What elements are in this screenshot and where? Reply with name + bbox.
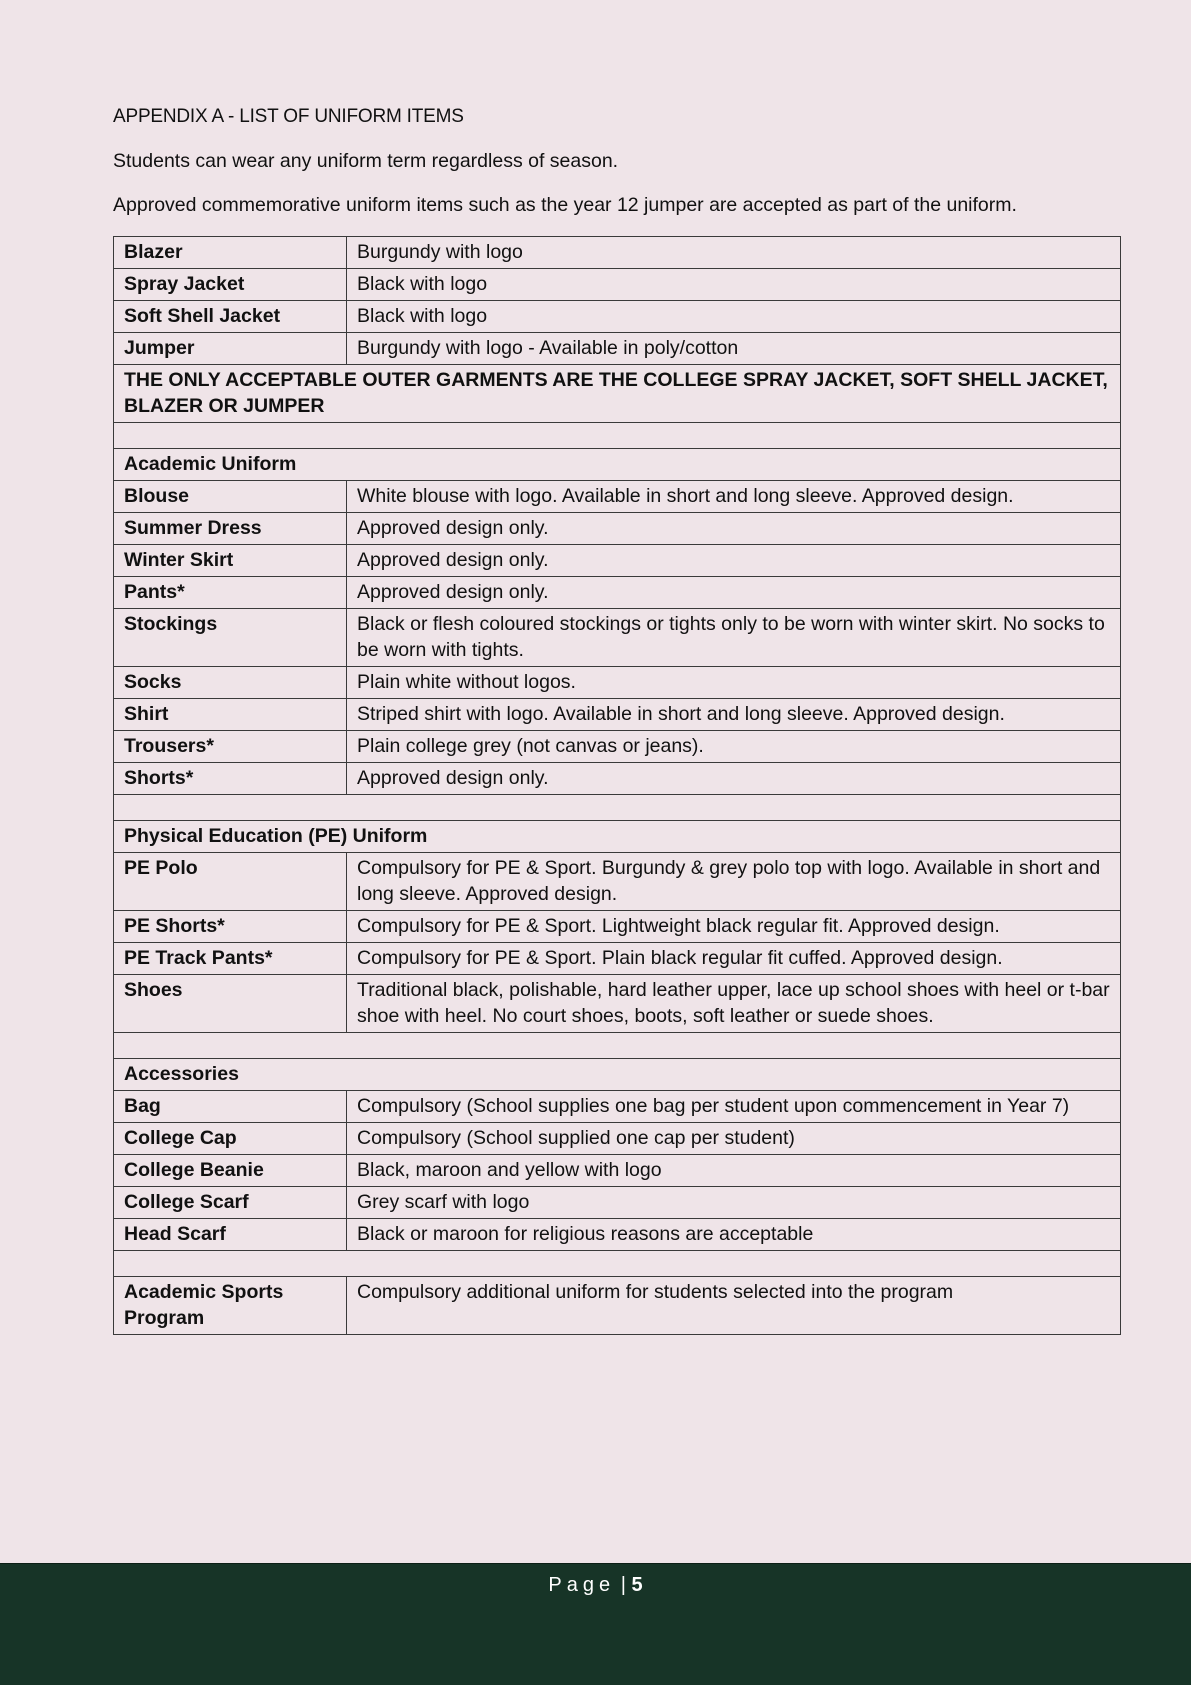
table-row: [114, 365, 1121, 423]
page-title: APPENDIX A - LIST OF UNIFORM ITEMS: [113, 106, 464, 127]
item-description: Grey scarf with logo: [347, 1187, 1121, 1219]
table-row: [114, 853, 1121, 911]
table-row: [114, 333, 1121, 365]
item-name: Jumper: [114, 333, 347, 365]
table-row: [114, 609, 1121, 667]
table-row: [114, 513, 1121, 545]
table-row: [114, 1219, 1121, 1251]
commemorative-paragraph: Approved commemorative uniform items such as the year 12 jumper are accepted as part of the uniform.: [113, 194, 1017, 216]
section-header-row: [114, 1059, 1121, 1091]
outer-garments-notice: THE ONLY ACCEPTABLE OUTER GARMENTS ARE THE COLLEGE SPRAY JACKET, SOFT SHELL JACKET, BLAZER OR JUMPER: [114, 365, 1121, 423]
item-description: Black with logo: [347, 301, 1121, 333]
spacer-cell: [114, 423, 1121, 449]
item-name: Shorts*: [114, 763, 347, 795]
item-name: Soft Shell Jacket: [114, 301, 347, 333]
item-description: Traditional black, polishable, hard leather upper, lace up school shoes with heel or t-bar shoe with heel. No court shoes, boots, soft leather or suede shoes.: [347, 975, 1121, 1033]
table-row: [114, 301, 1121, 333]
item-name: Shoes: [114, 975, 347, 1033]
spacer-cell: [114, 795, 1121, 821]
item-description: Plain white without logos.: [347, 667, 1121, 699]
item-name: Head Scarf: [114, 1219, 347, 1251]
item-name: Shirt: [114, 699, 347, 731]
table-row: [114, 731, 1121, 763]
item-description: Black or flesh coloured stockings or tights only to be worn with winter skirt. No socks to be worn with tights.: [347, 609, 1121, 667]
item-name: PE Track Pants*: [114, 943, 347, 975]
item-name: Socks: [114, 667, 347, 699]
item-name: Summer Dress: [114, 513, 347, 545]
item-description: Compulsory (School supplies one bag per student upon commencement in Year 7): [347, 1091, 1121, 1123]
item-name: College Beanie: [114, 1155, 347, 1187]
item-description: Black or maroon for religious reasons are acceptable: [347, 1219, 1121, 1251]
uniform-items-table: [113, 236, 1121, 1335]
spacer-cell: [114, 1033, 1121, 1059]
table-row: [114, 237, 1121, 269]
item-description: Approved design only.: [347, 513, 1121, 545]
section-header-row: [114, 449, 1121, 481]
item-description: Compulsory for PE & Sport. Burgundy & grey polo top with logo. Available in short and long sleeve. Approved design.: [347, 853, 1121, 911]
table-row: [114, 699, 1121, 731]
table-row: [114, 1187, 1121, 1219]
table-row: [114, 975, 1121, 1033]
table-row: [114, 545, 1121, 577]
table-row: [114, 763, 1121, 795]
table-row: [114, 1091, 1121, 1123]
item-description: Plain college grey (not canvas or jeans).: [347, 731, 1121, 763]
item-name: Winter Skirt: [114, 545, 347, 577]
spacer-row: [114, 1033, 1121, 1059]
item-name: Stockings: [114, 609, 347, 667]
item-description: Compulsory additional uniform for students selected into the program: [347, 1277, 1121, 1335]
section-title-accessories: Accessories: [114, 1059, 1121, 1091]
page-footer: [0, 1563, 1191, 1685]
page-indicator: [0, 1574, 1191, 1597]
item-description: Burgundy with logo: [347, 237, 1121, 269]
table-row: [114, 943, 1121, 975]
table-row: [114, 1277, 1121, 1335]
item-name: Spray Jacket: [114, 269, 347, 301]
item-description: Black with logo: [347, 269, 1121, 301]
page-label: Page: [548, 1574, 616, 1596]
item-name: College Scarf: [114, 1187, 347, 1219]
spacer-cell: [114, 1251, 1121, 1277]
table-row: [114, 911, 1121, 943]
spacer-row: [114, 1251, 1121, 1277]
item-name: PE Shorts*: [114, 911, 347, 943]
section-header-row: [114, 821, 1121, 853]
item-description: Burgundy with logo - Available in poly/cotton: [347, 333, 1121, 365]
item-name: Academic Sports Program: [114, 1277, 347, 1335]
table-row: [114, 481, 1121, 513]
item-description: Approved design only.: [347, 577, 1121, 609]
item-description: Striped shirt with logo. Available in short and long sleeve. Approved design.: [347, 699, 1121, 731]
item-description: Compulsory for PE & Sport. Plain black regular fit cuffed. Approved design.: [347, 943, 1121, 975]
spacer-row: [114, 423, 1121, 449]
item-description: Black, maroon and yellow with logo: [347, 1155, 1121, 1187]
item-description: Compulsory (School supplied one cap per student): [347, 1123, 1121, 1155]
table-row: [114, 269, 1121, 301]
page-separator: |: [620, 1574, 626, 1596]
table-row: [114, 1155, 1121, 1187]
item-description: White blouse with logo. Available in short and long sleeve. Approved design.: [347, 481, 1121, 513]
item-name: College Cap: [114, 1123, 347, 1155]
item-description: Compulsory for PE & Sport. Lightweight black regular fit. Approved design.: [347, 911, 1121, 943]
item-description: Approved design only.: [347, 545, 1121, 577]
table-row: [114, 667, 1121, 699]
intro-paragraph: Students can wear any uniform term regardless of season.: [113, 150, 619, 172]
item-name: Blazer: [114, 237, 347, 269]
item-description: Approved design only.: [347, 763, 1121, 795]
item-name: Bag: [114, 1091, 347, 1123]
item-name: Trousers*: [114, 731, 347, 763]
item-name: PE Polo: [114, 853, 347, 911]
table-row: [114, 577, 1121, 609]
item-name: Blouse: [114, 481, 347, 513]
table-row: [114, 1123, 1121, 1155]
page-number: 5: [631, 1574, 643, 1596]
spacer-row: [114, 795, 1121, 821]
section-title-academic: Academic Uniform: [114, 449, 1121, 481]
section-title-pe: Physical Education (PE) Uniform: [114, 821, 1121, 853]
document-body: [113, 106, 1121, 1335]
item-name: Pants*: [114, 577, 347, 609]
